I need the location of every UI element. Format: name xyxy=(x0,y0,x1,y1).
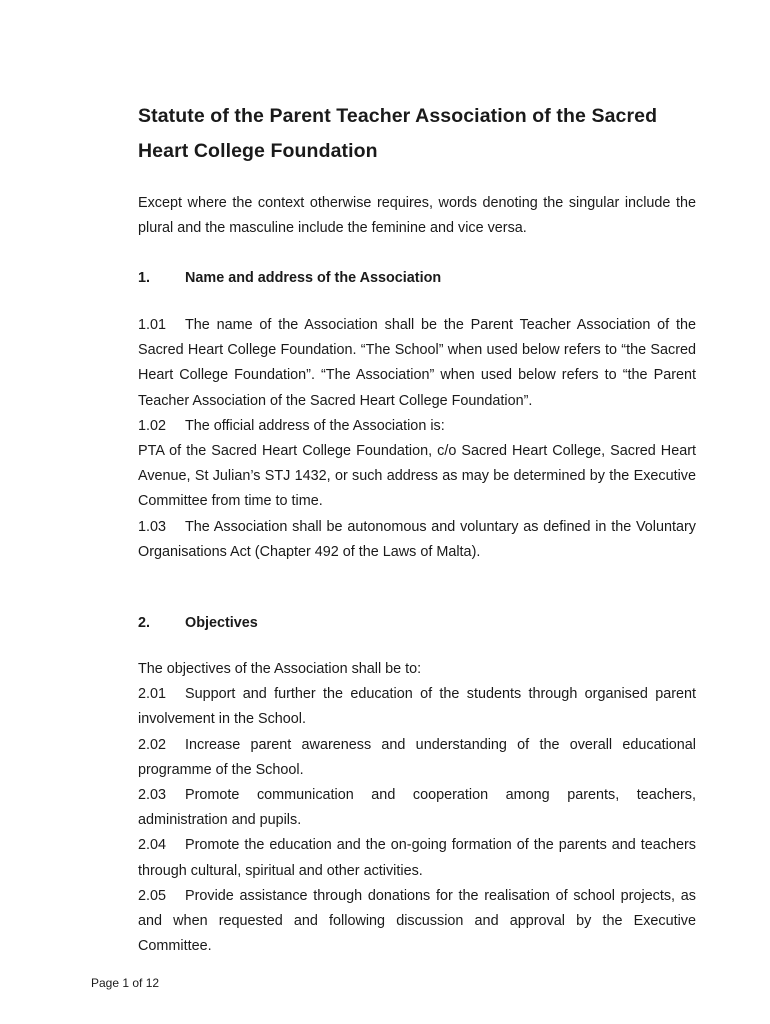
clause-number: 2.01 xyxy=(138,686,167,703)
section-title: Objectives xyxy=(185,615,258,631)
clause-number: 1.03 xyxy=(138,518,167,535)
clause-2-01 xyxy=(138,682,696,732)
clause-text: The Association shall be autonomous and voluntary as defined in the Voluntary Organisations Act (Chapter 492 of the Laws of Malta). xyxy=(138,518,696,560)
address-paragraph xyxy=(138,439,696,515)
clause-text: PTA of the Sacred Heart College Foundation, c/o Sacred Heart College, Sacred Heart Avenue, St Julian’s STJ 1432, or such address as may be determined by the Executive Committee from time to time. xyxy=(138,443,696,510)
objectives-lead: The objectives of the Association shall be to: xyxy=(138,661,422,677)
document-title: Statute of the Parent Teacher Association of the Sacred Heart College Foundation xyxy=(138,105,658,162)
clause-2-04 xyxy=(138,833,696,883)
section-title: Name and address of the Association xyxy=(185,270,442,286)
page-number: Page 1 of 12 xyxy=(91,976,160,990)
clause-1-03 xyxy=(138,515,696,565)
clause-text: The name of the Association shall be the Parent Teacher Association of the Sacred Heart College Foundation. “The School” when used below refers to “the Sacred Heart College Foundation”. “The Association” when used below refers to “the Parent Teacher Association of the Sacred Heart College Foundation”. xyxy=(138,317,696,409)
clause-number: 2.03 xyxy=(138,787,167,804)
clause-number: 1.02 xyxy=(138,417,167,434)
intro-paragraph: Except where the context otherwise requires, words denoting the singular include the plural and the masculine include the feminine and vice versa. xyxy=(138,195,696,237)
clause-1-01 xyxy=(138,313,696,414)
section-heading-2 xyxy=(138,611,696,636)
clause-number: 1.01 xyxy=(138,317,167,333)
clause-text: Promote the education and the on-going formation of the parents and teachers through cultural, spiritual and other activities. xyxy=(138,837,696,879)
clause-number: 2.05 xyxy=(138,887,167,904)
clause-text: The official address of the Association is: xyxy=(185,417,445,434)
section-1-body xyxy=(138,313,696,565)
section-heading-1 xyxy=(138,266,696,291)
clause-number: 2.04 xyxy=(138,837,167,854)
clause-text: Support and further the education of the students through organised parent involvement in the School. xyxy=(138,686,696,728)
clause-number: 2.02 xyxy=(138,736,167,753)
section-number: 1. xyxy=(138,270,151,286)
section-number: 2. xyxy=(138,615,151,631)
clause-2-03 xyxy=(138,783,696,833)
clause-1-02 xyxy=(138,414,696,439)
clause-text: Provide assistance through donations for the realisation of school projects, as and when requested and following discussion and approval by the Executive Committee. xyxy=(138,887,696,955)
clause-2-05 xyxy=(138,884,696,960)
clause-text: Increase parent awareness and understanding of the overall educational programme of the School. xyxy=(138,736,696,778)
clause-text: Promote communication and cooperation among parents, teachers, administration and pupils. xyxy=(138,787,696,829)
section-2-body xyxy=(138,657,696,959)
clause-2-02 xyxy=(138,733,696,783)
